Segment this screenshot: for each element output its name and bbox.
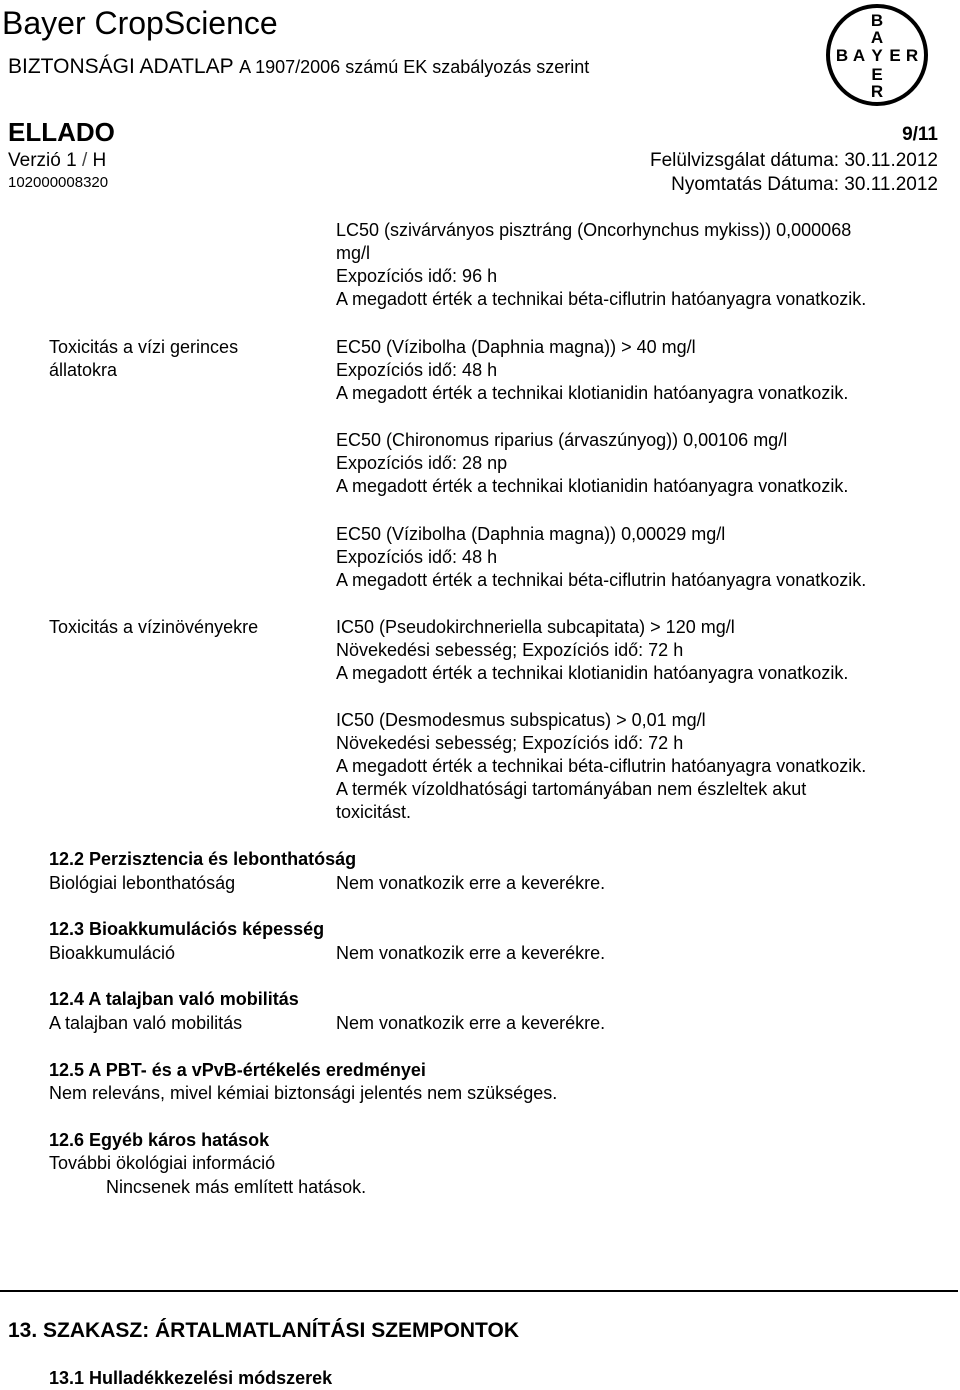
- biodegradability-label: Biológiai lebonthatóság: [49, 873, 236, 893]
- svg-text:A: A: [852, 46, 866, 65]
- section-divider: [0, 1290, 958, 1292]
- regulation-reference: A 1907/2006 számú EK szabályozás szerint: [239, 57, 590, 77]
- invertebrates-label: Toxicitás a vízi gerinces állatokra: [49, 337, 239, 380]
- section-12-3-heading: 12.3 Bioakkumulációs képesség: [49, 919, 325, 939]
- revision-date: Felülvizsgálat dátuma: 30.11.2012: [650, 150, 938, 171]
- print-date: Nyomtatás Dátuma: 30.11.2012: [671, 174, 938, 195]
- section-12-2-heading: 12.2 Perzisztencia és lebonthatóság: [49, 849, 357, 869]
- page-number: 9/11: [902, 124, 938, 145]
- section-13-1-heading: 13.1 Hulladékkezelési módszerek: [49, 1368, 333, 1388]
- svg-text:B: B: [870, 11, 884, 30]
- document-type: BIZTONSÁGI ADATLAP: [8, 55, 234, 78]
- svg-text:E: E: [871, 65, 883, 84]
- section-13-heading: 13. SZAKASZ: ÁRTALMATLANÍTÁSI SZEMPONTOK: [8, 1319, 519, 1342]
- product-name: ELLADO: [8, 117, 115, 147]
- bioaccumulation-label: Bioakkumuláció: [49, 943, 176, 963]
- svg-text:Y: Y: [871, 46, 883, 65]
- chironomus-block: EC50 (Chironomus riparius (árvaszúnyog)) 0,00106 mg/l Expozíciós idő: 28 np A megadott érték a technikai klotianidin hatóanyagra vonatkozik.: [336, 430, 849, 496]
- soil-mobility-label: A talajban való mobilitás: [49, 1013, 243, 1033]
- version-label: Verzió 1: [8, 150, 77, 171]
- soil-mobility-value: Nem vonatkozik erre a keverékre.: [336, 1013, 606, 1033]
- pbt-assessment-text: Nem releváns, mivel kémiai biztonsági jelentés nem szükséges.: [49, 1083, 558, 1103]
- document-number: 102000008320: [8, 174, 109, 191]
- version-info: Verzió 1 / H: [8, 150, 107, 171]
- svg-text:R: R: [905, 46, 919, 65]
- svg-text:E: E: [889, 46, 901, 65]
- desmodesmus-block: IC50 (Desmodesmus subspicatus) > 0,01 mg/l Növekedési sebesség; Expozíciós idő: 72 h A megadott érték a technikai béta-ciflutrin hatóanyagra vonatkozik. A termék vízoldhatósági tartományában nem észleltek akut toxicitást.: [336, 710, 867, 822]
- pseudokirchneriella-block: IC50 (Pseudokirchneriella subcapitata) > 120 mg/l Növekedési sebesség; Expozíciós idő: 72 h A megadott érték a technikai klotianidin hatóanyagra vonatkozik.: [336, 617, 849, 683]
- svg-text:B: B: [835, 46, 849, 65]
- biodegradability-value: Nem vonatkozik erre a keverékre.: [336, 873, 606, 893]
- section-12-5-heading: 12.5 A PBT- és a vPvB-értékelés eredményei: [49, 1060, 426, 1080]
- svg-text:R: R: [870, 82, 884, 101]
- company-name: Bayer CropScience: [2, 5, 278, 41]
- other-effects-text: Nincsenek más említett hatások.: [106, 1177, 367, 1197]
- svg-text:A: A: [870, 28, 884, 47]
- version-language: H: [92, 150, 107, 171]
- plants-label: Toxicitás a vízinövényekre: [49, 617, 259, 637]
- daphnia-clothianidin-block: EC50 (Vízibolha (Daphnia magna)) > 40 mg/l Expozíciós idő: 48 h A megadott érték a technikai klotianidin hatóanyagra vonatkozik.: [336, 337, 849, 403]
- section-12-4-heading: 12.4 A talajban való mobilitás: [49, 989, 299, 1009]
- bioaccumulation-value: Nem vonatkozik erre a keverékre.: [336, 943, 606, 963]
- section-12-6-heading: 12.6 Egyéb káros hatások: [49, 1130, 270, 1150]
- document-title: [8, 54, 589, 80]
- other-effects-label: További ökológiai információ: [49, 1153, 276, 1173]
- fish-toxicity-block: LC50 (szivárványos pisztráng (Oncorhynchus mykiss)) 0,000068 mg/l Expozíciós idő: 96 h A megadott érték a technikai béta-ciflutrin hatóanyagra vonatkozik.: [336, 220, 867, 309]
- bayer-cross-logo: [825, 3, 929, 107]
- daphnia-betacyfluthrin-block: EC50 (Vízibolha (Daphnia magna)) 0,00029 mg/l Expozíciós idő: 48 h A megadott érték a technikai béta-ciflutrin hatóanyagra vonatkozik.: [336, 524, 867, 590]
